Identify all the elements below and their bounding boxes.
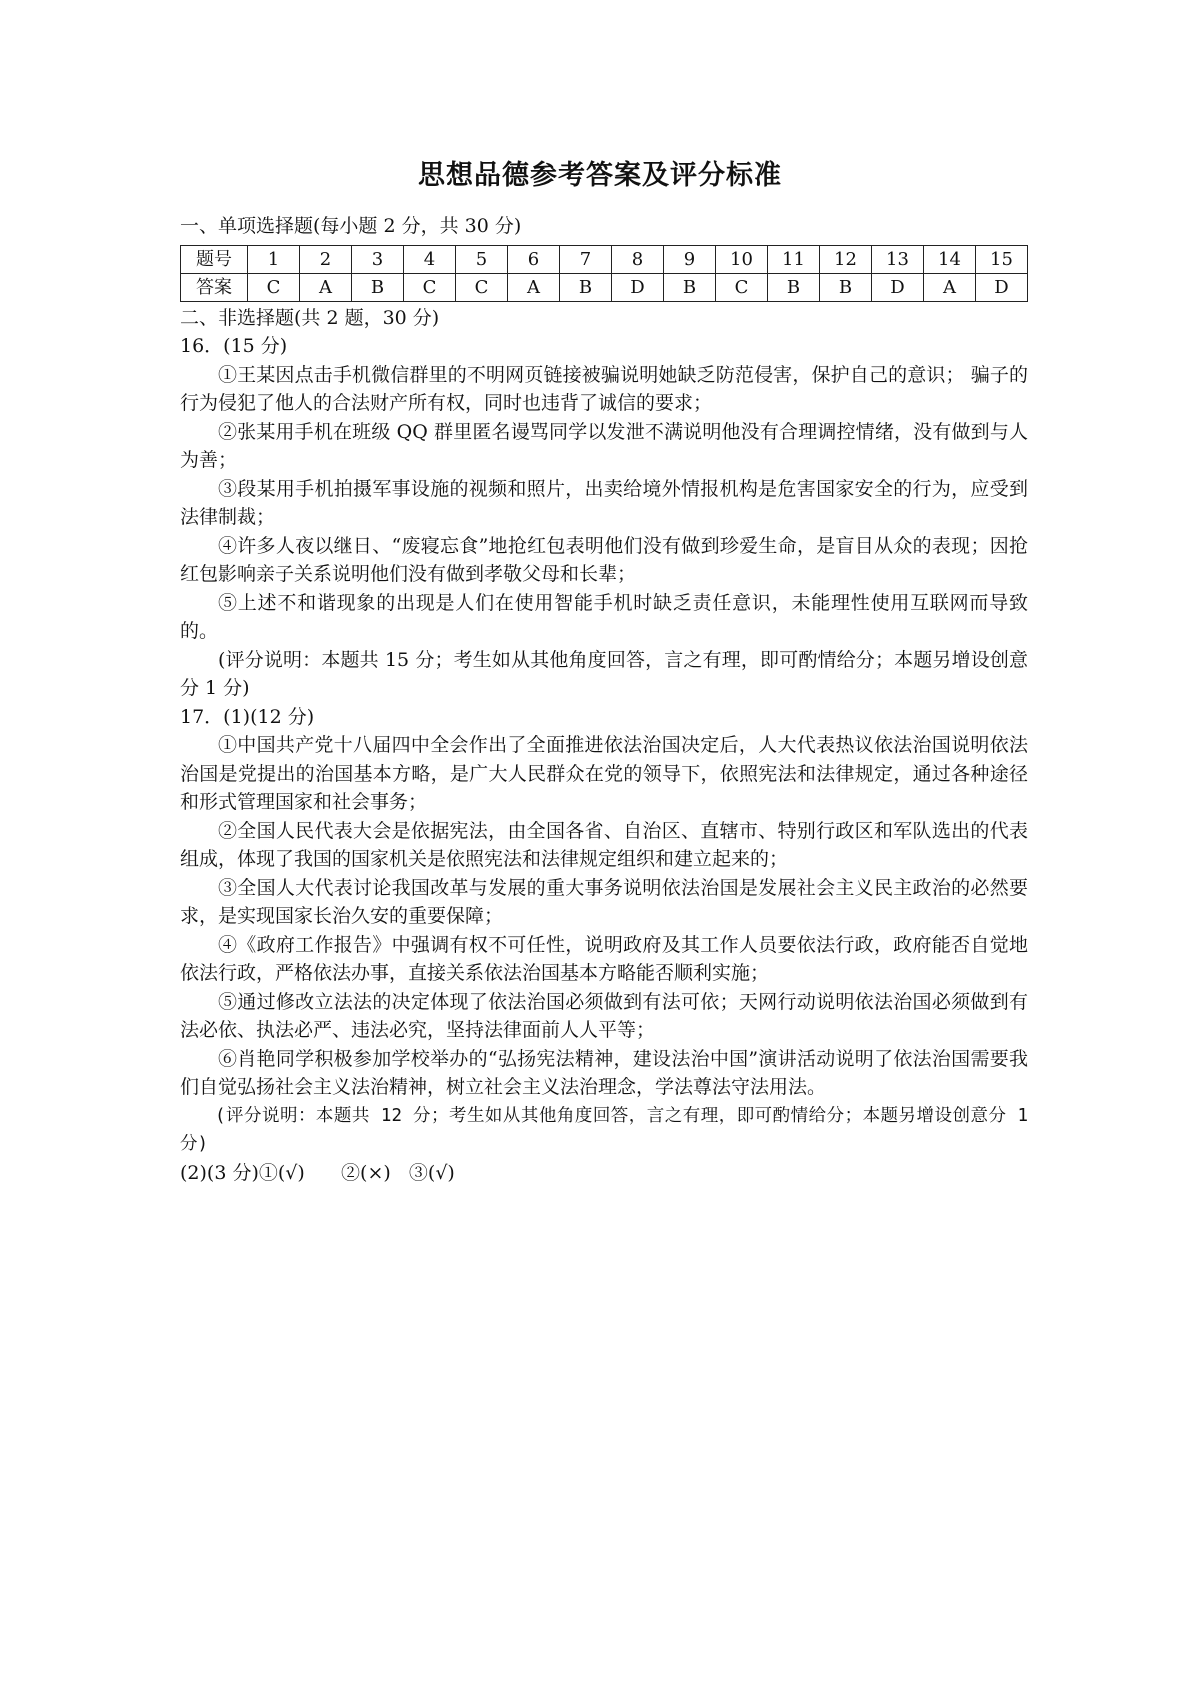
question-number-cell: 11: [768, 245, 820, 273]
answer-table: [180, 245, 1028, 302]
page-title: 思想品德参考答案及评分标准: [418, 160, 782, 191]
question-number-cell: 12: [820, 245, 872, 273]
question-number-cell: 10: [716, 245, 768, 273]
answer-cell: B: [560, 273, 612, 301]
q17-point-4: ④《政府工作报告》中强调有权不可任性，说明政府及其工作人员要依法行政，政府能否自觉地依法行政，严格依法办事，直接关系依法治国基本方略能否顺利实施；: [180, 933, 1028, 984]
question-number-cell: 6: [508, 245, 560, 273]
table-row-answers: [181, 273, 1028, 301]
row-label-answers: 答案: [181, 273, 248, 301]
q16-scoring-note: (评分说明：本题共 15 分；考生如从其他角度回答，言之有理，即可酌情给分；本题另增设创意分 1 分): [180, 648, 1028, 699]
q16-point-5: ⑤上述不和谐现象的出现是人们在使用智能手机时缺乏责任意识，未能理性使用互联网而导致的。: [180, 591, 1028, 642]
answer-cell: C: [404, 273, 456, 301]
document-body: [180, 212, 1028, 1187]
answer-cell: C: [248, 273, 300, 301]
answer-cell: B: [768, 273, 820, 301]
table-row-numbers: [181, 245, 1028, 273]
question-number-cell: 3: [352, 245, 404, 273]
q17-scoring-note: (评分说明：本题共 12 分；考生如从其他角度回答，言之有理，即可酌情给分；本题另增设创意分 1 分): [180, 1105, 1028, 1154]
q16-point-1: ①王某因点击手机微信群里的不明网页链接被骗说明她缺乏防范侵害，保护自己的意识； 骗子的行为侵犯了他人的合法财产所有权，同时也违背了诚信的要求；: [180, 363, 1028, 414]
question-number-cell: 9: [664, 245, 716, 273]
answer-cell: C: [456, 273, 508, 301]
answer-cell: B: [664, 273, 716, 301]
q17-point-1: ①中国共产党十八届四中全会作出了全面推进依法治国决定后，人大代表热议依法治国说明依法治国是党提出的治国基本方略，是广大人民群众在党的领导下，依照宪法和法律规定，通过各种途径和形式管理国家和社会事务；: [180, 734, 1028, 813]
answer-cell: A: [508, 273, 560, 301]
q17-part2: (2)(3 分)①(√) ②(×) ③(√): [180, 1161, 455, 1184]
question-number-cell: 8: [612, 245, 664, 273]
question-number-cell: 4: [404, 245, 456, 273]
answer-cell: D: [612, 273, 664, 301]
question-number-cell: 13: [872, 245, 924, 273]
answer-cell: D: [872, 273, 924, 301]
question-number-cell: 14: [924, 245, 976, 273]
row-label-numbers: 题号: [181, 245, 248, 273]
answer-cell: A: [300, 273, 352, 301]
section2-heading: 二、非选择题(共 2 题，30 分): [180, 306, 440, 329]
answer-cell: B: [352, 273, 404, 301]
question-number-cell: 15: [976, 245, 1028, 273]
q17-point-2: ②全国人民代表大会是依据宪法，由全国各省、自治区、直辖市、特别行政区和军队选出的代表组成，体现了我国的国家机关是依照宪法和法律规定组织和建立起来的；: [180, 819, 1028, 870]
q17-point-5: ⑤通过修改立法法的决定体现了依法治国必须做到有法可依；天网行动说明依法治国必须做到有法必依、执法必严、违法必究，坚持法律面前人人平等；: [180, 990, 1028, 1041]
q17-point-3: ③全国人大代表讨论我国改革与发展的重大事务说明依法治国是发展社会主义民主政治的必然要求，是实现国家长治久安的重要保障；: [180, 876, 1028, 927]
q16-label: 16．(15 分): [180, 335, 288, 357]
q16-point-3: ③段某用手机拍摄军事设施的视频和照片，出卖给境外情报机构是危害国家安全的行为，应受到法律制裁；: [180, 477, 1028, 528]
q17-label: 17．(1)(12 分): [180, 705, 315, 728]
q17-point-6: ⑥肖艳同学积极参加学校举办的“弘扬宪法精神，建设法治中国”演讲活动说明了依法治国需要我们自觉弘扬社会主义法治精神，树立社会主义法治理念，学法尊法守法用法。: [180, 1047, 1028, 1098]
question-number-cell: 2: [300, 245, 352, 273]
answer-cell: B: [820, 273, 872, 301]
answer-cell: D: [976, 273, 1028, 301]
section1-heading: 一、单项选择题(每小题 2 分，共 30 分): [180, 215, 522, 237]
q16-point-2: ②张某用手机在班级 QQ 群里匿名谩骂同学以发泄不满说明他没有合理调控情绪，没有做到与人为善；: [180, 420, 1028, 471]
question-number-cell: 7: [560, 245, 612, 273]
question-number-cell: 5: [456, 245, 508, 273]
question-number-cell: 1: [248, 245, 300, 273]
answer-cell: A: [924, 273, 976, 301]
q16-point-4: ④许多人夜以继日、“废寝忘食”地抢红包表明他们没有做到珍爱生命，是盲目从众的表现；因抢红包影响亲子关系说明他们没有做到孝敬父母和长辈；: [180, 534, 1028, 585]
answer-cell: C: [716, 273, 768, 301]
